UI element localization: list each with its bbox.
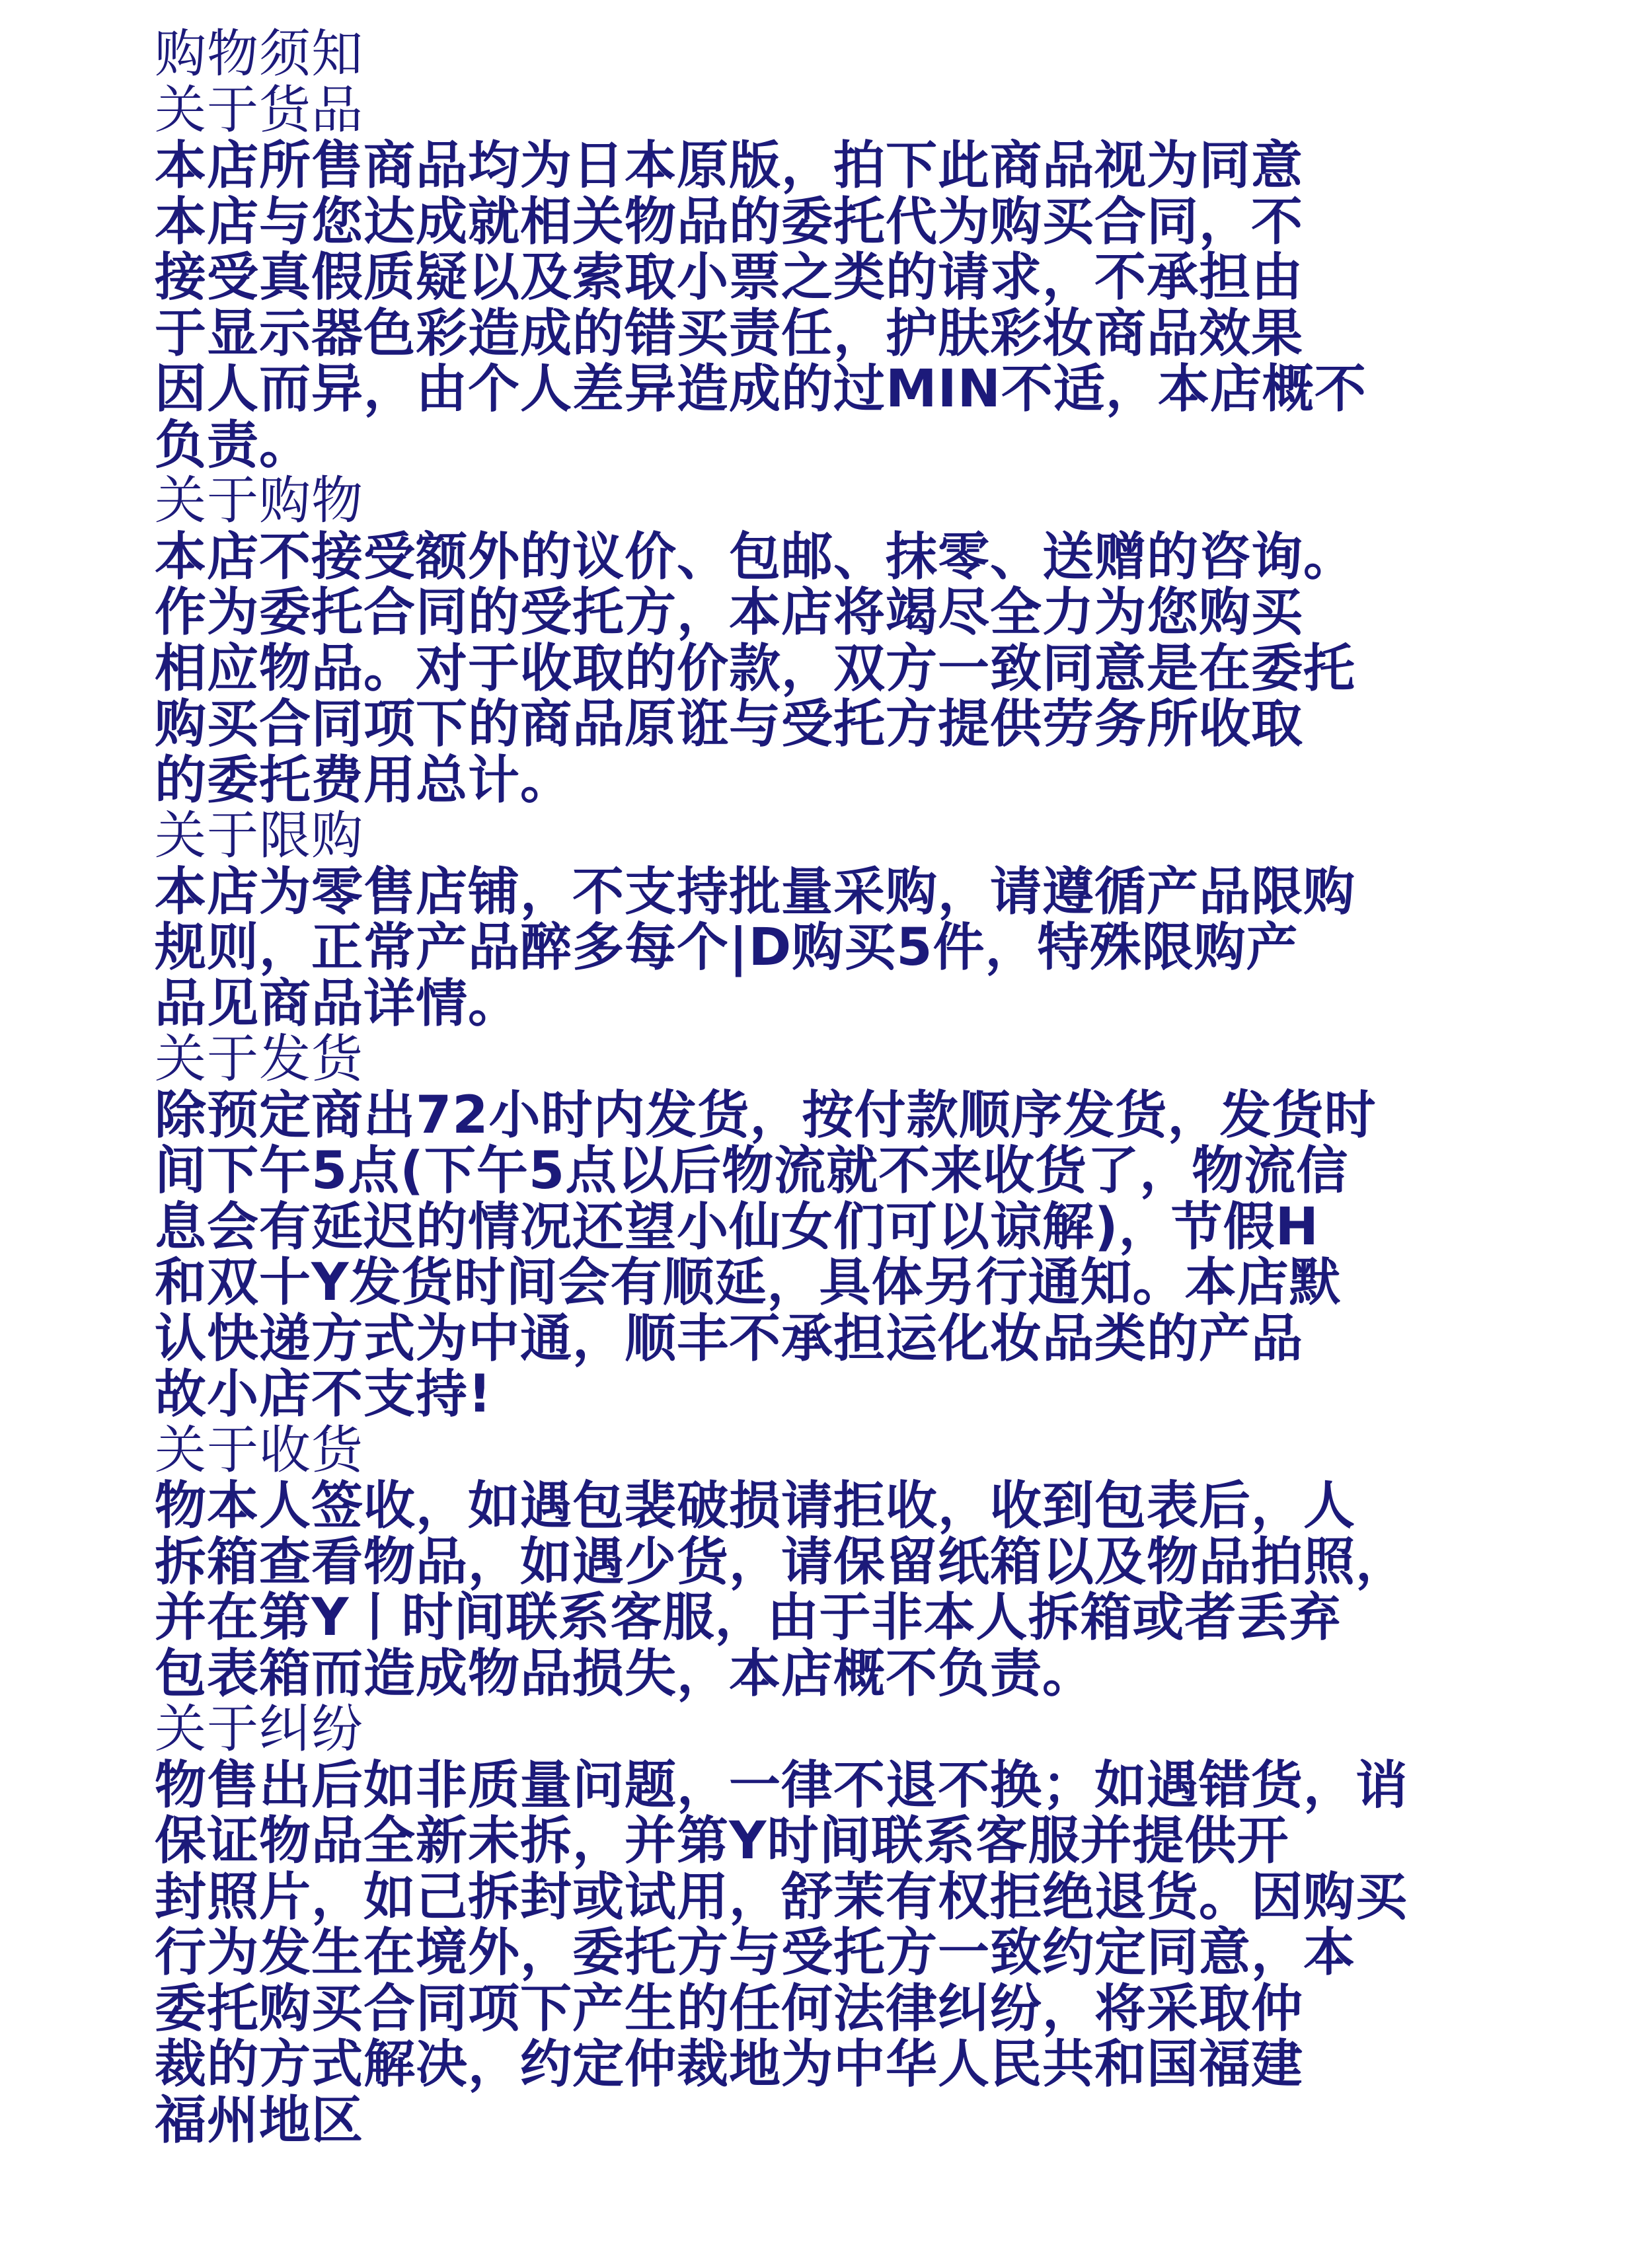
section-heading: 关于货品 <box>155 80 364 140</box>
paragraph-line: 购买合同项下的商品原诳与受托方提供劳务所收取 <box>155 695 1304 754</box>
paragraph-line: 于显示器色彩造成的错买责任，护肤彩妆商品效果 <box>155 303 1304 363</box>
paragraph-line: 作为委托合同的受托方，本店将竭尽全力为您购买 <box>155 583 1304 642</box>
paragraph-line: 故小店不支持! <box>155 1365 492 1424</box>
paragraph-line: 保证物品全新未拆，并第Y时间联系客服并提供开 <box>155 1811 1289 1871</box>
page-title: 购物须知 <box>155 24 364 84</box>
paragraph-line: 息会有延迟的情况还望小仙女们可以谅解)，节假H <box>155 1197 1319 1257</box>
paragraph-line: 本店所售商品均为日本原版，拍下此商品视为同意 <box>155 136 1304 196</box>
paragraph-line: 封照片，如己拆封或试用，舒茉有权拒绝退货。因购买 <box>155 1867 1408 1927</box>
paragraph-line: 规则，正常产品醉多每个|D购买5件，特殊限购产 <box>155 918 1299 977</box>
paragraph-line: 相应物品。对于收取的价款，双方一致同意是在委托 <box>155 638 1356 699</box>
section-goods <box>155 80 1622 475</box>
section-heading: 关于限购 <box>155 806 364 866</box>
section-disputes <box>155 1702 1622 2148</box>
section-heading: 关于购物 <box>155 471 364 531</box>
section-heading: 关于收货 <box>155 1420 364 1480</box>
section-shipping <box>155 1032 1622 1423</box>
paragraph-line: 和双十Y发货时间会有顺延，具体另行通知。本店默 <box>155 1253 1342 1312</box>
paragraph-line: 行为发生在境外，委托方与受托方一致约定同意，本 <box>155 1923 1356 1983</box>
paragraph-line: 负责。 <box>155 415 312 475</box>
paragraph-line: 拆箱查看物品，如遇少货，请保留纸箱以及物品拍照， <box>155 1532 1408 1592</box>
paragraph-line: 物本人签收，如遇包裴破损请拒收，收到包表后，人 <box>155 1476 1356 1536</box>
paragraph-line: 间下午5点(下午5点以后物流就不来收货了，物流信 <box>155 1141 1349 1201</box>
paragraph-line: 品见商品详情。 <box>155 973 521 1034</box>
paragraph-line: 接受真假质疑以及索取小票之类的请求，不承担由 <box>155 248 1304 307</box>
paragraph-line: 本店与您达成就相关物品的委托代为购买合同，不 <box>155 192 1304 252</box>
paragraph-line: 本店为零售店铺，不支持批量采购，请遵循产品限购 <box>155 862 1356 922</box>
section-receiving <box>155 1420 1622 1704</box>
paragraph-line: 本店不接受额外的议价、包邮、抹零、送赠的咨询。 <box>155 527 1356 587</box>
paragraph-line: 认快递方式为中通，顺丰不承担运化妆品类的产品 <box>155 1308 1304 1369</box>
paragraph-line: 福州地区 <box>155 2090 364 2150</box>
paragraph-line: 物售出后如非质量问题，一律不退不换；如遇错货，诮 <box>155 1755 1408 1815</box>
section-shopping <box>155 473 1622 808</box>
paragraph-line: 包表箱而造成物品损失，本店概不负责。 <box>155 1644 1095 1704</box>
paragraph-line: 除预定商出72小时内发货，按付款顺序发货，发货时 <box>155 1085 1377 1145</box>
notice-document <box>155 26 1622 2148</box>
section-heading: 关于纠纷 <box>155 1700 364 1759</box>
paragraph-line: 委托购买合同项下产生的任何法律纠纷，将采取仲 <box>155 1979 1304 2039</box>
paragraph-line: 裁的方式解决，约定仲裁地为中华人民共和国福建 <box>155 2035 1304 2094</box>
paragraph-line: 因人而异，由个人差异造成的过MIN不适，本店概不 <box>155 359 1367 419</box>
section-purchase-limit <box>155 808 1622 1032</box>
paragraph-line: 并在第Y丨时间联系客服，由于非本人拆箱或者丢弃 <box>155 1588 1342 1647</box>
paragraph-line: 的委托费用总计。 <box>155 750 573 810</box>
section-heading: 关于发货 <box>155 1030 364 1089</box>
